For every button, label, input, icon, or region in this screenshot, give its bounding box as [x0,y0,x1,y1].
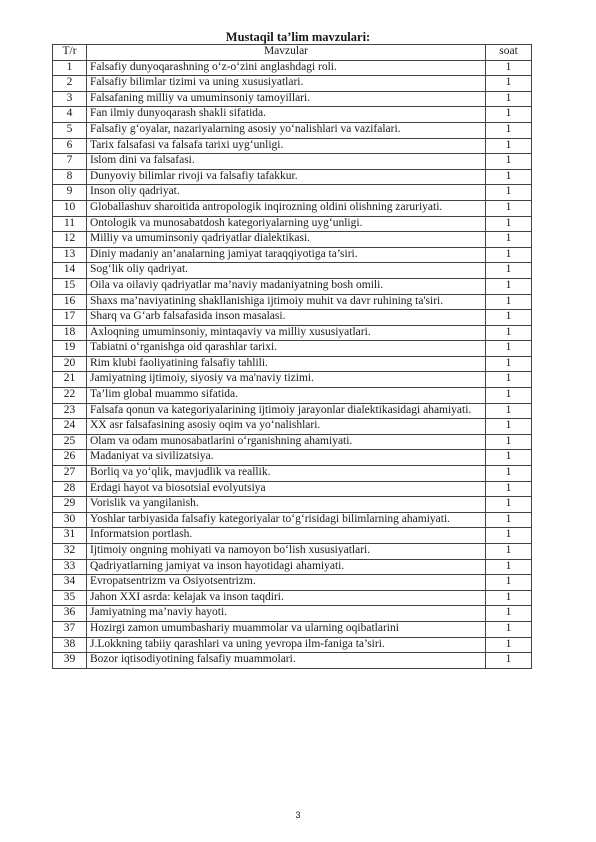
row-topic: Evropatsentrizm va Osiyotsentrizm. [87,575,486,591]
row-hours: 1 [486,200,532,216]
row-topic: Oila va oilaviy qadriyatlar ma’naviy madaniyatning bosh omili. [87,278,486,294]
row-topic: Jahon XXI asrda: kelajak va inson taqdiri. [87,590,486,606]
row-topic: Madaniyat va sivilizatsiya. [87,450,486,466]
row-hours: 1 [486,122,532,138]
row-hours: 1 [486,450,532,466]
row-topic: Falsafiy dunyoqarashning o‘z-o‘zini anglashdagi roli. [87,60,486,76]
row-number: 4 [53,107,87,123]
row-number: 19 [53,341,87,357]
row-number: 31 [53,528,87,544]
row-hours: 1 [486,216,532,232]
row-topic: Diniy madaniy an’analarning jamiyat taraqqiyotiga ta’siri. [87,247,486,263]
table-row [53,91,532,107]
row-number: 8 [53,169,87,185]
table-row [53,403,532,419]
table-row [53,60,532,76]
table-row [53,325,532,341]
row-number: 20 [53,356,87,372]
table-row [53,544,532,560]
row-topic: Islom dini va falsafasi. [87,154,486,170]
header-topic: Mavzular [87,45,486,61]
row-number: 1 [53,60,87,76]
row-number: 24 [53,419,87,435]
table-row [53,154,532,170]
table-row [53,107,532,123]
row-topic: Sharq va G‘arb falsafasida inson masalasi. [87,310,486,326]
row-topic: Yoshlar tarbiyasida falsafiy kategoriyalar to‘g‘risidagi bilimlarning ahamiyati. [87,512,486,528]
row-topic: Falsafiy bilimlar tizimi va uning xususiyatlari. [87,76,486,92]
row-number: 25 [53,434,87,450]
row-topic: Vorislik va yangilanish. [87,497,486,513]
row-topic: Inson oliy qadriyat. [87,185,486,201]
row-hours: 1 [486,372,532,388]
row-hours: 1 [486,76,532,92]
table-row [53,497,532,513]
row-topic: Tarix falsafasi va falsafa tarixi uyg‘unligi. [87,138,486,154]
row-topic: Ta’lim global muammo sifatida. [87,388,486,404]
row-hours: 1 [486,185,532,201]
table-row [53,356,532,372]
row-topic: Globallashuv sharoitida antropologik inqirozning oldini olishning zaruriyati. [87,200,486,216]
row-topic: Bozor iqtisodiyotining falsafiy muammolari. [87,653,486,669]
page-number: 3 [295,810,301,820]
row-topic: Sog‘lik oliy qadriyat. [87,263,486,279]
row-hours: 1 [486,138,532,154]
row-number: 23 [53,403,87,419]
row-hours: 1 [486,621,532,637]
row-number: 30 [53,512,87,528]
table-row [53,278,532,294]
topics-table [52,44,532,669]
row-topic: Erdagi hayot va biosotsial evolyutsiya [87,481,486,497]
table-row [53,200,532,216]
row-number: 36 [53,606,87,622]
row-hours: 1 [486,575,532,591]
row-hours: 1 [486,590,532,606]
row-hours: 1 [486,497,532,513]
row-topic: Fan ilmiy dunyoqarash shakli sifatida. [87,107,486,123]
table-row [53,466,532,482]
row-topic: Olam va odam munosabatlarini o‘rganishning ahamiyati. [87,434,486,450]
row-number: 15 [53,278,87,294]
row-number: 35 [53,590,87,606]
row-topic: Milliy va umuminsoniy qadriyatlar dialektikasi. [87,232,486,248]
row-topic: Borliq va yo‘qlik, mavjudlik va reallik. [87,466,486,482]
row-number: 27 [53,466,87,482]
table-row [53,621,532,637]
table-row [53,606,532,622]
row-topic: Tabiatni o‘rganishga oid qarashlar tarixi. [87,341,486,357]
row-hours: 1 [486,169,532,185]
row-topic: Ontologik va munosabatdosh kategoriyalarning uyg‘unligi. [87,216,486,232]
table-row [53,512,532,528]
header-number: T/r [53,45,87,61]
row-number: 32 [53,544,87,560]
row-number: 39 [53,653,87,669]
row-number: 3 [53,91,87,107]
table-row [53,247,532,263]
row-number: 6 [53,138,87,154]
row-number: 34 [53,575,87,591]
row-topic: Dunyoviy bilimlar rivoji va falsafiy tafakkur. [87,169,486,185]
header-hours: soat [486,45,532,61]
table-row [53,294,532,310]
row-number: 21 [53,372,87,388]
row-topic: Ijtimoiy ongning mohiyati va namoyon bo‘lish xususiyatlari. [87,544,486,560]
row-number: 5 [53,122,87,138]
row-hours: 1 [486,341,532,357]
table-row [53,637,532,653]
table-row [53,138,532,154]
row-hours: 1 [486,544,532,560]
table-row [53,232,532,248]
row-topic: Shaxs ma’naviyatining shakllanishiga ijtimoiy muhit va davr ruhining ta'siri. [87,294,486,310]
row-hours: 1 [486,637,532,653]
row-hours: 1 [486,60,532,76]
row-hours: 1 [486,559,532,575]
row-topic: Falsafaning milliy va umuminsoniy tamoyillari. [87,91,486,107]
row-topic: J.Lokkning tabiiy qarashlari va uning yevropa ilm-faniga ta’siri. [87,637,486,653]
row-hours: 1 [486,512,532,528]
table-row [53,263,532,279]
row-hours: 1 [486,232,532,248]
row-topic: Falsafa qonun va kategoriyalarining ijtimoiy jarayonlar dialektikasidagi ahamiyati. [87,403,486,419]
row-hours: 1 [486,91,532,107]
row-hours: 1 [486,154,532,170]
row-topic: Qadriyatlarning jamiyat va inson hayotidagi ahamiyati. [87,559,486,575]
row-hours: 1 [486,356,532,372]
row-number: 7 [53,154,87,170]
row-topic: Jamiyatning ma’naviy hayoti. [87,606,486,622]
row-number: 22 [53,388,87,404]
row-number: 9 [53,185,87,201]
row-hours: 1 [486,107,532,123]
table-row [53,653,532,669]
row-number: 16 [53,294,87,310]
table-row [53,575,532,591]
row-hours: 1 [486,403,532,419]
row-topic: Informatsion portlash. [87,528,486,544]
row-number: 12 [53,232,87,248]
row-number: 13 [53,247,87,263]
row-hours: 1 [486,606,532,622]
table-row [53,419,532,435]
row-topic: Rim klubi faoliyatining falsafiy tahlili. [87,356,486,372]
table-row [53,388,532,404]
table-row [53,310,532,326]
row-number: 14 [53,263,87,279]
row-hours: 1 [486,528,532,544]
table-row [53,76,532,92]
row-number: 28 [53,481,87,497]
row-number: 2 [53,76,87,92]
page-title: Mustaqil ta’lim mavzulari: [225,30,371,44]
row-topic: Falsafiy g‘oyalar, nazariyalarning asosiy yo‘nalishlari va vazifalari. [87,122,486,138]
row-number: 29 [53,497,87,513]
row-hours: 1 [486,325,532,341]
row-topic: Axloqning umuminsoniy, mintaqaviy va milliy xususiyatlari. [87,325,486,341]
row-number: 10 [53,200,87,216]
row-number: 11 [53,216,87,232]
table-row [53,450,532,466]
table-header-row [53,45,532,61]
table-row [53,341,532,357]
table-row [53,559,532,575]
row-hours: 1 [486,278,532,294]
row-hours: 1 [486,434,532,450]
row-number: 33 [53,559,87,575]
row-number: 18 [53,325,87,341]
row-number: 26 [53,450,87,466]
row-number: 37 [53,621,87,637]
table-row [53,185,532,201]
table-row [53,434,532,450]
row-hours: 1 [486,466,532,482]
table-row [53,216,532,232]
row-hours: 1 [486,263,532,279]
row-hours: 1 [486,653,532,669]
row-number: 38 [53,637,87,653]
row-topic: Hozirgi zamon umumbashariy muammolar va ularning oqibatlarini [87,621,486,637]
table-row [53,122,532,138]
table-row [53,481,532,497]
table-row [53,528,532,544]
table-row [53,590,532,606]
table-row [53,372,532,388]
table-row [53,169,532,185]
row-hours: 1 [486,481,532,497]
row-hours: 1 [486,388,532,404]
row-hours: 1 [486,294,532,310]
row-topic: Jamiyatning ijtimoiy, siyosiy va ma'naviy tizimi. [87,372,486,388]
row-number: 17 [53,310,87,326]
row-hours: 1 [486,247,532,263]
row-topic: XX asr falsafasining asosiy oqim va yo‘nalishlari. [87,419,486,435]
row-hours: 1 [486,310,532,326]
row-hours: 1 [486,419,532,435]
